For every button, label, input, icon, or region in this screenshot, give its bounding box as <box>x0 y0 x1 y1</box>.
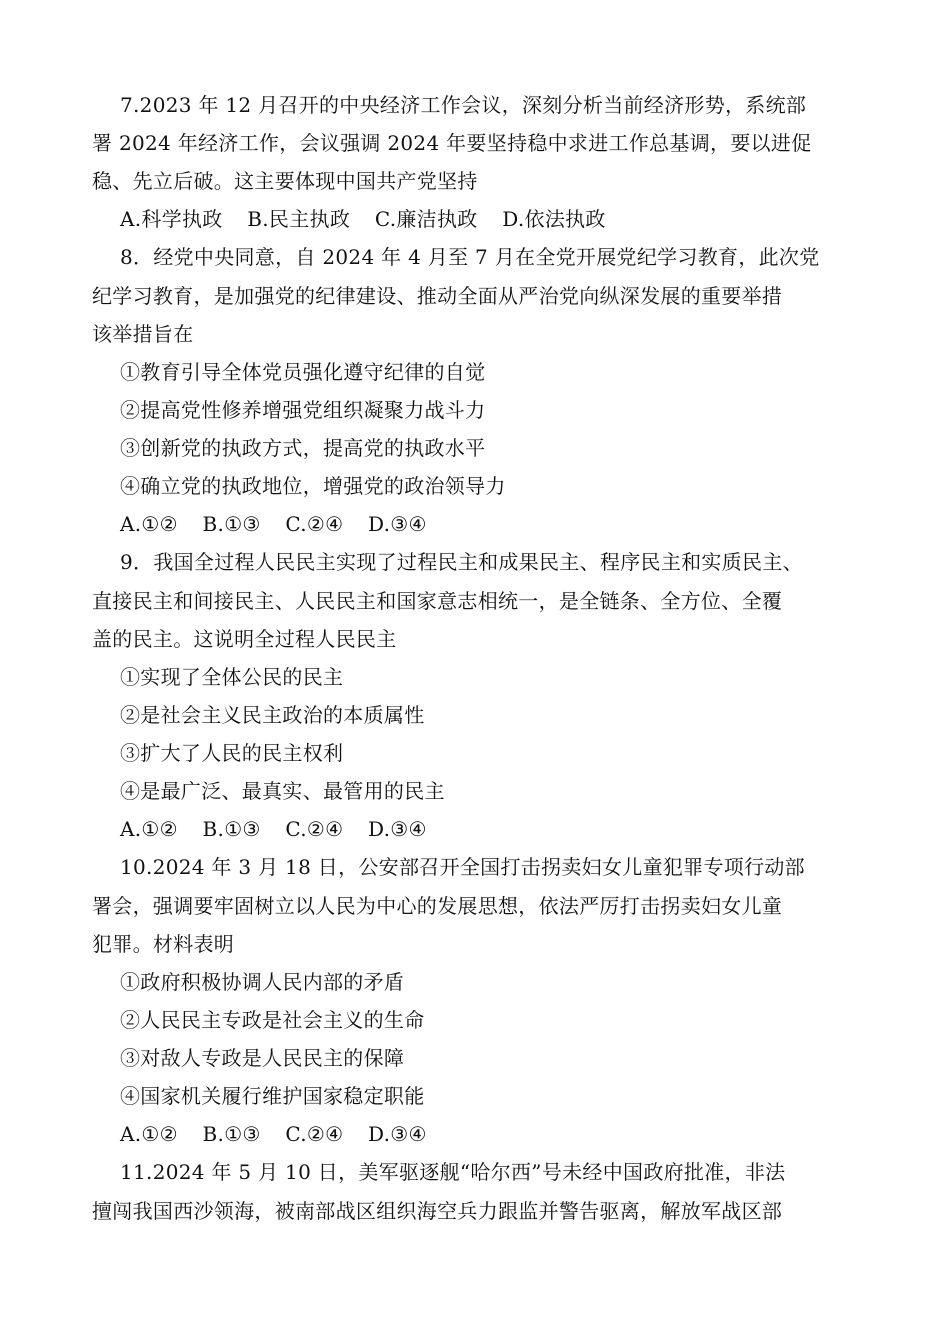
question-text-line: 直接民主和间接民主、人民民主和国家意志相统一，是全链条、全方位、全覆 <box>92 589 783 613</box>
statement-item: ②是社会主义民主政治的本质属性 <box>120 703 425 727</box>
option-b: B.①③ <box>202 817 261 841</box>
option-b: B.①③ <box>202 1122 261 1146</box>
option-d: D.③④ <box>368 817 427 841</box>
statement-item: ②提高党性修养增强党组织凝聚力战斗力 <box>120 398 486 422</box>
question-text-line: 擅闯我国西沙领海，被南部战区组织海空兵力跟监并警告驱离，解放军战区部 <box>92 1199 783 1223</box>
question-text-line: 10.2024 年 3 月 18 日，公安部召开全国打击拐卖妇女儿童犯罪专项行动部 <box>120 855 805 879</box>
option-a: A.①② <box>120 512 178 536</box>
question-text-line: 盖的民主。这说明全过程人民民主 <box>92 627 397 651</box>
question-text-line: 犯罪。材料表明 <box>92 932 235 956</box>
option-d: D.③④ <box>368 512 427 536</box>
option-c: C.廉洁执政 <box>374 207 478 231</box>
option-c: C.②④ <box>285 512 344 536</box>
statement-item: ④是最广泛、最真实、最管用的民主 <box>120 779 445 803</box>
option-a: A.①② <box>120 817 178 841</box>
statement-item: ①教育引导全体党员强化遵守纪律的自觉 <box>120 360 486 384</box>
answer-options <box>120 510 445 538</box>
option-b: B.民主执政 <box>247 207 351 231</box>
question-text-line: 8．经党中央同意，自 2024 年 4 月至 7 月在全党开展党纪学习教育，此次党 <box>120 245 820 269</box>
statement-item: ③对敌人专政是人民民主的保障 <box>120 1046 405 1070</box>
question-text-line: 11.2024 年 5 月 10 日，美军驱逐舰“哈尔西”号未经中国政府批准，非法 <box>120 1160 786 1184</box>
option-b: B.①③ <box>202 512 261 536</box>
answer-options <box>120 205 624 233</box>
statement-item: ①实现了全体公民的民主 <box>120 665 344 689</box>
statement-item: ②人民民主专政是社会主义的生命 <box>120 1008 425 1032</box>
option-c: C.②④ <box>285 1122 344 1146</box>
question-text-line: 该举措旨在 <box>92 322 194 346</box>
option-a: A.科学执政 <box>120 207 223 231</box>
question-text-line: 署会，强调要牢固树立以人民为中心的发展思想，依法严厉打击拐卖妇女儿童 <box>92 894 783 918</box>
question-text-line: 7.2023 年 12 月召开的中央经济工作会议，深刻分析当前经济形势，系统部 <box>120 93 807 117</box>
option-d: D.依法执政 <box>502 207 606 231</box>
statement-item: ③扩大了人民的民主权利 <box>120 741 344 765</box>
question-text-line: 9．我国全过程人民民主实现了过程民主和成果民主、程序民主和实质民主、 <box>120 550 803 574</box>
statement-item: ④确立党的执政地位，增强党的政治领导力 <box>120 474 506 498</box>
option-a: A.①② <box>120 1122 178 1146</box>
question-text-line: 署 2024 年经济工作，会议强调 2024 年要坚持稳中求进工作总基调，要以进促 <box>92 131 812 155</box>
option-d: D.③④ <box>368 1122 427 1146</box>
answer-options <box>120 815 445 843</box>
answer-options <box>120 1120 445 1148</box>
statement-item: ③创新党的执政方式，提高党的执政水平 <box>120 436 486 460</box>
question-text-line: 纪学习教育，是加强党的纪律建设、推动全面从严治党向纵深发展的重要举措 <box>92 284 783 308</box>
statement-item: ①政府积极协调人民内部的矛盾 <box>120 970 405 994</box>
option-c: C.②④ <box>285 817 344 841</box>
question-text-line: 稳、先立后破。这主要体现中国共产党坚持 <box>92 169 478 193</box>
statement-item: ④国家机关履行维护国家稳定职能 <box>120 1084 425 1108</box>
